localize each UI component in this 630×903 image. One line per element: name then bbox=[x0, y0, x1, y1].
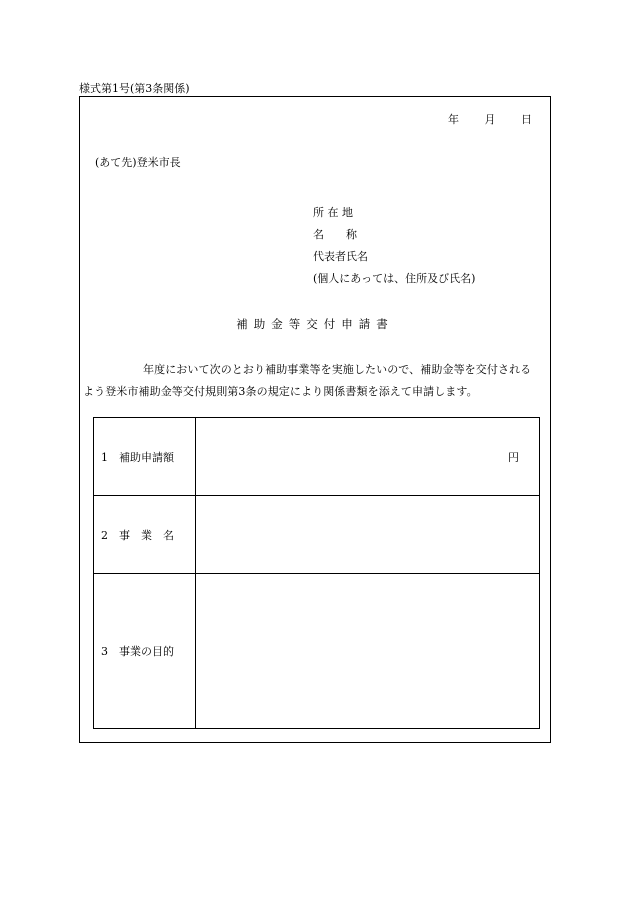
project-name-field[interactable] bbox=[196, 496, 540, 574]
individual-note: (個人にあっては、住所及び氏名) bbox=[313, 272, 476, 285]
name-label: 名 称 bbox=[313, 228, 357, 241]
table-row bbox=[94, 574, 540, 729]
application-statement bbox=[83, 359, 547, 403]
project-name-label: 2 事 業 名 bbox=[94, 496, 196, 574]
statement-line-1: 年度において次のとおり補助事業等を実施したいので、補助金等を交付される bbox=[143, 363, 532, 376]
form-number-label: 様式第1号(第3条関係) bbox=[79, 82, 190, 95]
subsidy-amount-label: 1 補助申請額 bbox=[94, 418, 196, 496]
statement-line-2: よう登米市補助金等交付規則第3条の規定により関係書類を添えて申請します。 bbox=[83, 385, 478, 398]
applicant-block bbox=[313, 202, 475, 290]
date-year: 年 bbox=[448, 113, 459, 126]
project-purpose-label: 3 事業の目的 bbox=[94, 574, 196, 729]
addressee: (あて先)登米市長 bbox=[95, 156, 181, 169]
representative-label: 代表者氏名 bbox=[313, 250, 368, 263]
date-line bbox=[448, 111, 532, 127]
project-purpose-field[interactable] bbox=[196, 574, 540, 729]
application-details-table bbox=[93, 417, 540, 729]
date-day: 日 bbox=[521, 113, 532, 126]
subsidy-amount-field[interactable] bbox=[196, 418, 540, 496]
address-label: 所 在 地 bbox=[313, 206, 353, 219]
application-form-frame bbox=[79, 96, 551, 743]
table-row bbox=[94, 496, 540, 574]
date-month: 月 bbox=[484, 113, 496, 126]
document-title: 補助金等交付申請書 bbox=[236, 317, 394, 331]
table-row bbox=[94, 418, 540, 496]
yen-unit: 円 bbox=[508, 450, 519, 464]
